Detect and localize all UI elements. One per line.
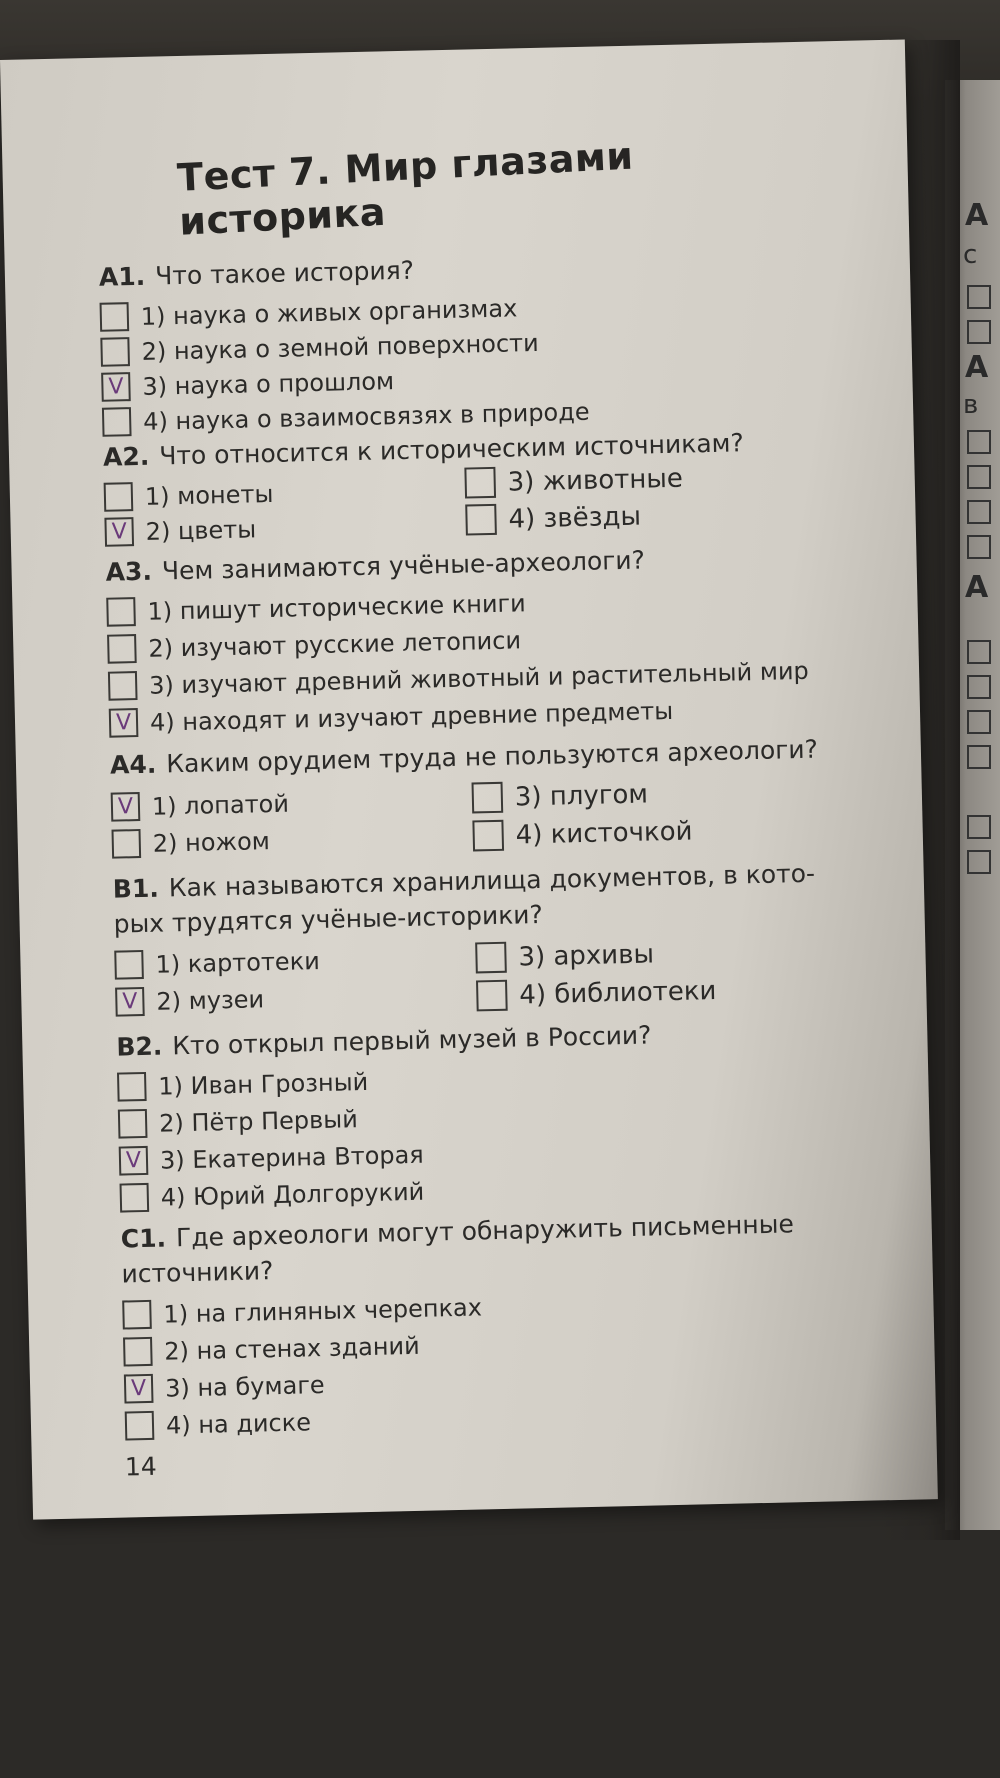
answer-option[interactable] — [472, 778, 649, 813]
option-label: 4) кисточкой — [515, 815, 693, 850]
option-label: 3) наука о прошлом — [142, 366, 395, 401]
option-label: 4) наука о взаимосвязях в природе — [142, 397, 590, 436]
option-label: 3) на бумаге — [164, 1370, 325, 1403]
answer-option[interactable] — [104, 479, 274, 512]
question — [105, 546, 645, 587]
checkbox[interactable]: V — [109, 708, 139, 738]
answer-option[interactable] — [464, 463, 683, 499]
workbook-page — [0, 39, 938, 1519]
facing-page-checkbox — [967, 745, 991, 769]
checkbox[interactable] — [107, 634, 137, 664]
page-content — [0, 39, 938, 1519]
facing-page-letter: в — [963, 390, 979, 420]
answer-option[interactable] — [100, 293, 518, 331]
answer-option[interactable] — [119, 1140, 424, 1176]
question-code: В1. — [112, 873, 160, 904]
option-label: 1) пишут исторические книги — [147, 588, 526, 626]
checkbox[interactable] — [117, 1072, 147, 1102]
option-label: 3) Екатерина Вторая — [159, 1140, 425, 1175]
checkbox[interactable] — [120, 1183, 150, 1213]
checkbox[interactable] — [118, 1109, 148, 1139]
question — [99, 256, 415, 292]
checkbox[interactable] — [476, 980, 508, 1012]
answer-option[interactable] — [102, 397, 590, 437]
checkbox[interactable] — [106, 597, 136, 627]
question-text: Кто открыл первый музей в России? — [172, 1020, 652, 1061]
option-label: 3) животные — [507, 463, 684, 498]
answer-option[interactable] — [100, 328, 539, 367]
option-label: 3) изучают древний животный и растительный мир — [148, 656, 810, 700]
answer-option[interactable] — [109, 696, 674, 738]
answer-option[interactable] — [476, 975, 717, 1011]
question-code: С1. — [120, 1223, 167, 1254]
answer-option[interactable] — [114, 946, 320, 980]
checkbox[interactable]: V — [119, 1146, 149, 1176]
answer-option[interactable] — [465, 501, 641, 536]
answer-option[interactable] — [118, 1104, 358, 1138]
answer-option[interactable] — [108, 656, 809, 701]
answer-option[interactable] — [117, 1067, 369, 1102]
checkbox[interactable] — [104, 482, 134, 512]
question-code: В2. — [116, 1031, 163, 1062]
facing-page-checkbox — [967, 320, 991, 344]
checkbox[interactable] — [108, 671, 138, 701]
answer-option[interactable] — [125, 1407, 312, 1440]
answer-option[interactable] — [472, 815, 692, 851]
option-label: 2) музеи — [156, 984, 265, 1016]
facing-page-letter: А — [965, 570, 989, 605]
option-label: 2) изучают русские летописи — [148, 625, 522, 663]
option-label: 4) звёзды — [508, 501, 642, 535]
answer-option[interactable] — [106, 588, 526, 627]
checkbox[interactable] — [472, 820, 504, 852]
option-label: 1) лопатой — [151, 789, 290, 821]
facing-page-checkbox — [967, 285, 991, 309]
option-label: 2) Пётр Первый — [158, 1104, 359, 1138]
checkbox[interactable]: V — [111, 792, 141, 822]
question — [110, 735, 818, 780]
answer-option[interactable] — [122, 1292, 482, 1329]
question-text: Каким орудием труда не пользуются археологи? — [165, 734, 819, 779]
question-code: А4. — [109, 749, 157, 780]
checkbox[interactable] — [102, 407, 132, 437]
page-title: Тест 7. Мир глазами историка — [176, 133, 635, 244]
checkbox[interactable] — [122, 1300, 152, 1330]
facing-page-checkbox — [967, 535, 991, 559]
checkbox[interactable] — [111, 829, 141, 859]
question-text: Что такое история? — [154, 255, 415, 291]
checkbox[interactable]: V — [101, 372, 131, 402]
facing-page-checkbox — [967, 850, 991, 874]
option-label: 1) наука о живых организмах — [140, 293, 518, 331]
answer-option[interactable] — [475, 938, 654, 973]
question-text: Как называются хранилища документов, в кото- — [168, 858, 816, 903]
facing-page-checkbox — [967, 640, 991, 664]
checkbox[interactable] — [100, 337, 130, 367]
checkbox[interactable] — [472, 782, 504, 814]
option-label: 2) цветы — [145, 514, 257, 546]
checkbox[interactable] — [125, 1411, 155, 1441]
option-label: 4) библиотеки — [519, 975, 717, 1010]
answer-option[interactable] — [107, 625, 521, 663]
facing-page-checkbox — [967, 815, 991, 839]
checkbox[interactable]: V — [104, 517, 134, 547]
answer-option[interactable] — [111, 789, 290, 822]
checkbox[interactable] — [100, 302, 130, 332]
question-text: Чем занимаются учёные-археологи? — [161, 545, 646, 586]
answer-option[interactable] — [115, 984, 264, 1016]
question-text-continued: источники? — [121, 1256, 274, 1289]
checkbox[interactable]: V — [124, 1374, 154, 1404]
facing-page-checkbox — [967, 430, 991, 454]
option-label: 4) находят и изучают древние предметы — [149, 696, 674, 737]
facing-page-checkbox — [967, 675, 991, 699]
question-text: Что относится к историческим источникам? — [158, 428, 745, 471]
answer-option[interactable] — [101, 366, 394, 402]
answer-option[interactable] — [123, 1331, 420, 1367]
checkbox[interactable] — [465, 504, 497, 536]
checkbox[interactable]: V — [115, 987, 145, 1017]
option-label: 2) на стенах зданий — [164, 1331, 421, 1366]
facing-page-checkbox — [967, 465, 991, 489]
facing-page-letter: А — [965, 350, 989, 385]
option-label: 1) на глиняных черепках — [163, 1292, 483, 1329]
question — [113, 859, 816, 904]
question-text: Где археологи могут обнаружить письменные — [175, 1209, 795, 1253]
question — [120, 1209, 794, 1253]
question-text-continued: рых трудятся учёные-историки? — [113, 899, 544, 939]
page-number: 14 — [124, 1451, 158, 1482]
option-label: 3) плугом — [514, 778, 649, 813]
checkbox[interactable] — [123, 1337, 153, 1367]
question-code: А1. — [98, 261, 146, 292]
answer-option[interactable] — [124, 1370, 325, 1404]
option-label: 3) архивы — [518, 938, 655, 972]
answer-option[interactable] — [120, 1177, 425, 1213]
option-label: 2) наука о земной поверхности — [141, 328, 539, 366]
question — [116, 1020, 652, 1061]
answer-option[interactable] — [111, 826, 270, 859]
checkbox[interactable] — [114, 950, 144, 980]
option-label: 4) на диске — [165, 1407, 312, 1440]
facing-page-checkbox — [967, 710, 991, 734]
question-code: А3. — [105, 556, 153, 587]
checkbox[interactable] — [475, 942, 507, 974]
facing-page-checkbox — [967, 500, 991, 524]
answer-option[interactable] — [104, 514, 256, 546]
option-label: 1) картотеки — [155, 946, 321, 979]
option-label: 2) ножом — [152, 826, 271, 858]
option-label: 4) Юрий Долгорукий — [160, 1177, 425, 1212]
facing-page-letter: с — [963, 240, 978, 270]
checkbox[interactable] — [464, 467, 496, 499]
question-code: А2. — [102, 441, 150, 472]
facing-page-letter: А — [965, 198, 989, 233]
option-label: 1) монеты — [144, 479, 274, 511]
option-label: 1) Иван Грозный — [158, 1067, 369, 1101]
